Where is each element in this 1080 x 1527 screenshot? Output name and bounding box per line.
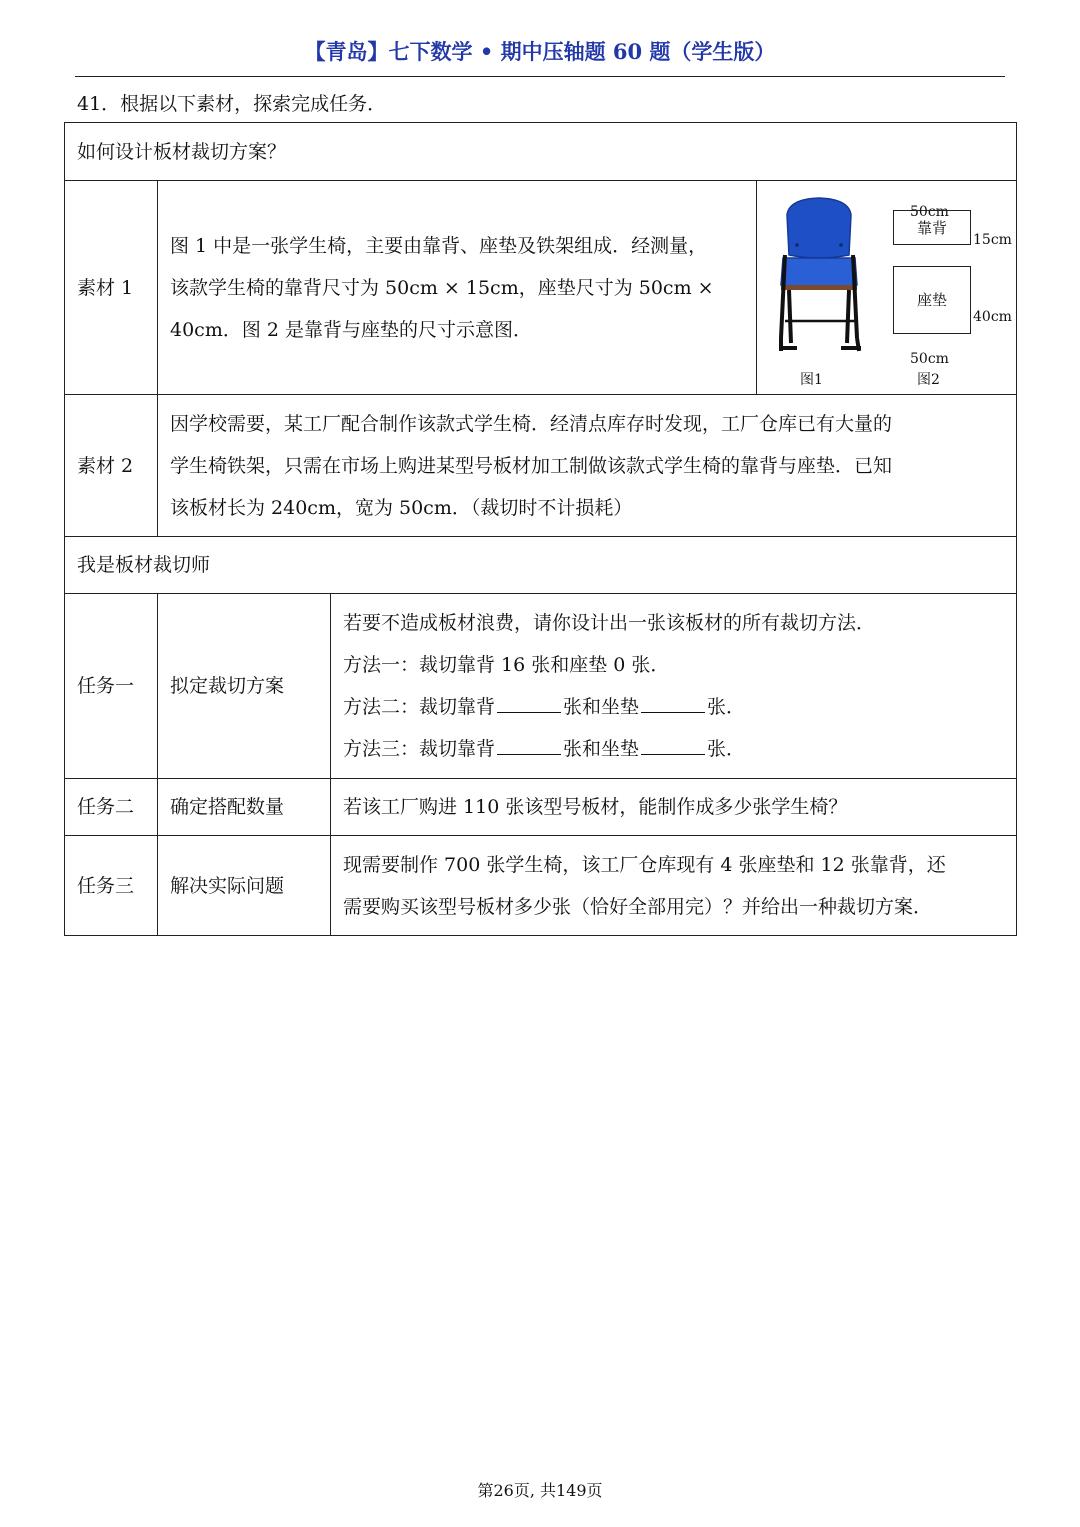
answer-blank[interactable] bbox=[641, 735, 705, 755]
seat-height-label: 40cm bbox=[973, 309, 1012, 325]
material1-line: 该款学生椅的靠背尺寸为 50cm × 15cm，座垫尺寸为 50cm × bbox=[170, 276, 714, 299]
header-rule bbox=[75, 76, 1005, 77]
material2-line: 因学校需要，某工厂配合制作该款式学生椅．经清点库存时发现，工厂仓库已有大量的 bbox=[170, 412, 893, 435]
task1-line: 若要不造成板材浪费，请你设计出一张该板材的所有裁切方法． bbox=[343, 612, 876, 634]
task2-label: 任务二 bbox=[65, 779, 158, 836]
seat-width-label: 50cm bbox=[910, 351, 949, 367]
task-table bbox=[64, 122, 1017, 936]
method2-text: 张和坐垫 bbox=[563, 696, 640, 718]
material1-text bbox=[158, 181, 757, 395]
chair-illustration bbox=[767, 193, 877, 363]
material2-line: 学生椅铁架，只需在市场上购进某型号板材加工制做该款式学生椅的靠背与座垫．已知 bbox=[170, 454, 893, 477]
material2-text bbox=[158, 395, 1017, 537]
material2-label: 素材 2 bbox=[65, 395, 158, 537]
page-header: 【青岛】七下数学 • 期中压轴题 60 题（学生版） bbox=[304, 39, 776, 64]
table-title: 如何设计板材裁切方案？ bbox=[65, 123, 1017, 181]
back-rect bbox=[893, 210, 971, 245]
task2-text: 若该工厂购进 110 张该型号板材，能制作成多少张学生椅？ bbox=[331, 779, 1017, 836]
seat-label: 座垫 bbox=[916, 291, 947, 309]
seat-rect bbox=[893, 266, 971, 334]
section2-title: 我是板材裁切师 bbox=[65, 537, 1017, 594]
task1-method3 bbox=[343, 728, 1004, 770]
task1-method2 bbox=[343, 686, 1004, 728]
back-height-label: 15cm bbox=[973, 232, 1012, 248]
task1-label: 任务一 bbox=[65, 594, 158, 779]
task3-line: 需要购买该型号板材多少张（恰好全部用完）？并给出一种裁切方案． bbox=[343, 895, 933, 918]
chair-figure-cell bbox=[757, 181, 1017, 395]
fig1-caption: 图1 bbox=[800, 372, 823, 388]
answer-blank[interactable] bbox=[497, 693, 561, 713]
material1-line: 图 1 中是一张学生椅，主要由靠背、座垫及铁架组成．经测量， bbox=[170, 234, 708, 257]
method3-text: 张和坐垫 bbox=[563, 738, 640, 760]
material1-label: 素材 1 bbox=[65, 181, 158, 395]
task3-name: 解决实际问题 bbox=[158, 836, 331, 936]
fig2-caption: 图2 bbox=[917, 372, 940, 388]
question-intro: 41．根据以下素材，探索完成任务． bbox=[77, 93, 387, 115]
page-footer: 第26页, 共149页 bbox=[477, 1481, 603, 1500]
method2-text: 方法二：裁切靠背 bbox=[343, 696, 496, 718]
method3-text: 张． bbox=[707, 738, 746, 760]
answer-blank[interactable] bbox=[641, 693, 705, 713]
task3-line: 现需要制作 700 张学生椅，该工厂仓库现有 4 张座垫和 12 张靠背，还 bbox=[343, 853, 946, 876]
task2-name: 确定搭配数量 bbox=[158, 779, 331, 836]
task1-name: 拟定裁切方案 bbox=[158, 594, 331, 779]
task3-content bbox=[331, 836, 1017, 936]
answer-blank[interactable] bbox=[497, 735, 561, 755]
method2-text: 张． bbox=[707, 696, 746, 718]
back-width-label: 50cm bbox=[910, 204, 949, 220]
back-label: 靠背 bbox=[916, 218, 947, 237]
material1-line: 40cm．图 2 是靠背与座垫的尺寸示意图． bbox=[170, 318, 533, 341]
task3-label: 任务三 bbox=[65, 836, 158, 936]
task1-content bbox=[331, 594, 1017, 779]
material2-line: 该板材长为 240cm，宽为 50cm．（裁切时不计损耗） bbox=[170, 496, 633, 519]
task1-method1: 方法一：裁切靠背 16 张和座垫 0 张． bbox=[343, 654, 670, 676]
method3-text: 方法三：裁切靠背 bbox=[343, 738, 496, 760]
